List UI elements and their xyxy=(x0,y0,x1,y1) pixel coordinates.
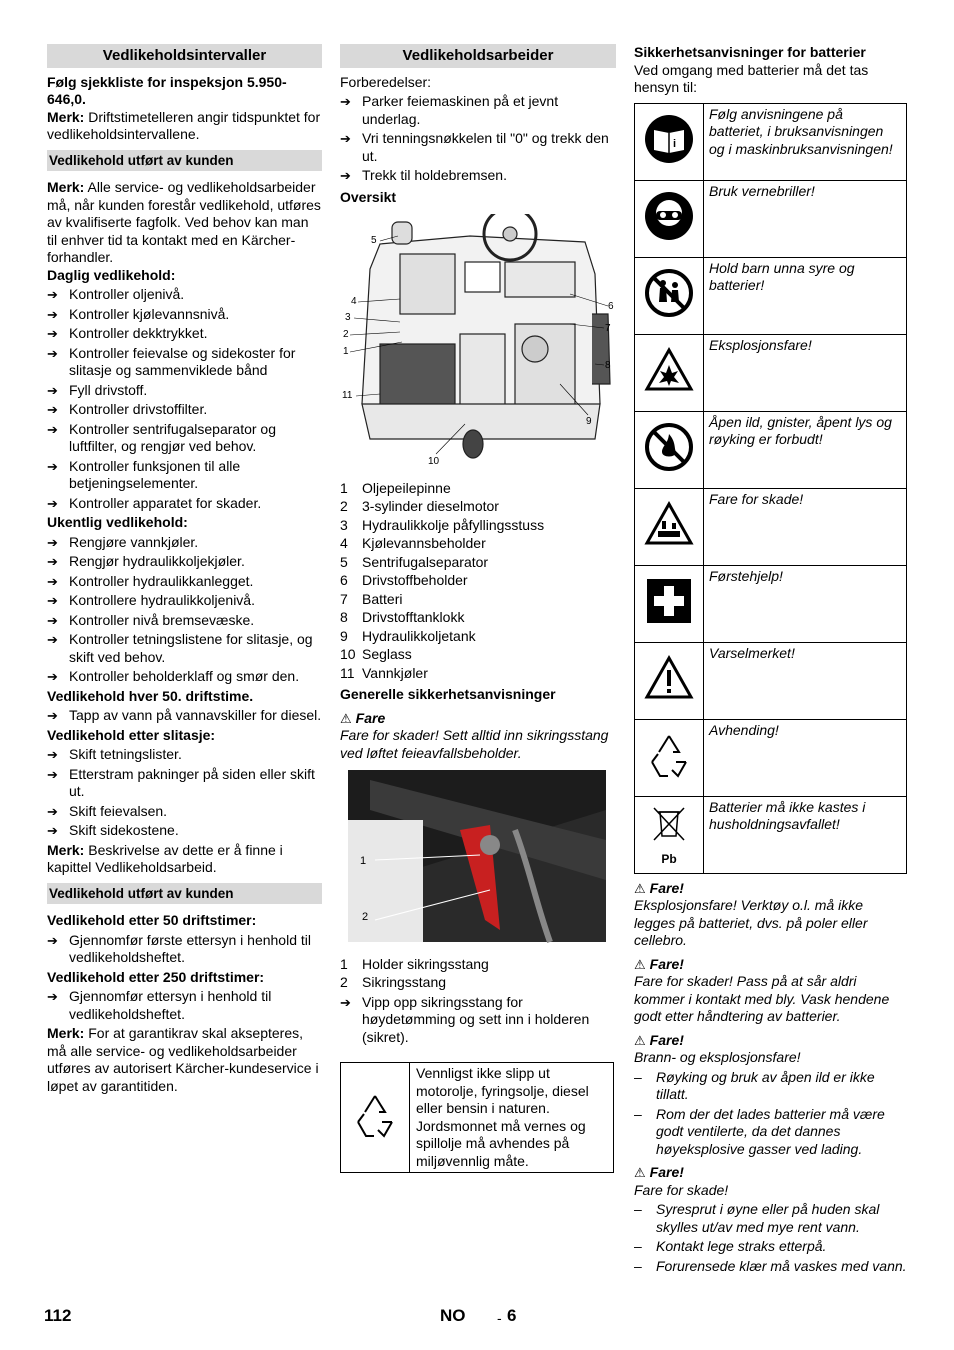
machine-overview-figure xyxy=(340,214,616,474)
symbol-text: Eksplosjonsfare! xyxy=(704,334,907,411)
danger-text: Fare for skade! xyxy=(634,1181,729,1198)
environment-text: Vennligst ikke slipp ut motorolje, fyringsolje, diesel eller bensin i naturen. Jordsmonnet må vernes og spillolje må avhendes på miljøvennlig måte. xyxy=(410,1063,614,1173)
symbol-text: Åpen ild, gnister, åpent lys og røyking er forbudt! xyxy=(704,411,907,488)
list-item: 10 Seglass xyxy=(340,646,412,662)
list-item: 3 Hydraulikkolje påfyllingsstuss xyxy=(340,516,545,533)
note-text: Alle service- og vedlikeholdsarbeider må, når kunden forestår vedlikehold, utføres av kvalifiserte fagfolk. Ved behov kan man til enhver tid ta kontakt med en Kärcher-forhandler. xyxy=(47,179,321,265)
safety-rod-figure xyxy=(340,770,616,945)
list-item: 6 Drivstoffbeholder xyxy=(340,572,468,588)
list-item: 1 Oljepeilepinne xyxy=(340,479,451,496)
prep-title: Forberedelser: xyxy=(340,73,432,90)
list-item: ➔ Kontroller hydraulikkanlegget. xyxy=(47,573,322,591)
symbol-text: Følg anvisningene på batteriet, i bruksanvisningen og i maskinbruksanvisningen! xyxy=(704,103,907,180)
safety-rod-photo xyxy=(340,770,616,950)
symbol-text: Avhending! xyxy=(704,719,907,796)
danger-label: ⚠ Fare! xyxy=(634,879,684,896)
danger-text: Eksplosjonsfare! Verktøy o.l. må ikke legges på batteriet, dvs. på poler eller cellebro. xyxy=(634,897,868,948)
list-item: 2 Sikringsstang xyxy=(340,974,447,990)
note xyxy=(47,109,322,144)
list-item: 8 Drivstofftanklokk xyxy=(340,609,465,625)
checklist-reference: Følg sjekkliste for inspeksjon 5.950-646,0. xyxy=(47,73,287,107)
environment-notice xyxy=(340,1062,614,1173)
note xyxy=(47,179,322,267)
list-item: ➔ Kontroller beholderklaff og smør den. xyxy=(47,668,322,686)
list-item: ➔ Kontroller apparatet for skader. xyxy=(47,495,322,513)
list-item: ➔ Skift tetningslister. xyxy=(47,746,322,764)
pb-label: Pb xyxy=(661,851,677,866)
list-item: ➔ Rengjøre vannkjøler. xyxy=(47,534,322,552)
danger-text: Brann- og eksplosjonsfare! xyxy=(634,1049,801,1065)
warning-triangle-icon: ⚠ xyxy=(634,956,646,972)
list-title: Daglig vedlikehold: xyxy=(47,266,176,283)
list-item: ➔ Vipp opp sikringsstang for høydetømming og sett inn i holderen (sikret). xyxy=(340,994,616,1047)
list-item: 11 Vannkjøler xyxy=(340,664,428,681)
list-title: Vedlikehold etter slitasje: xyxy=(47,726,216,743)
note xyxy=(47,842,322,877)
callout-label: 2 xyxy=(343,329,349,340)
list-item: ➔ Kontroller nivå bremsevæske. xyxy=(47,612,322,630)
list-title: Vedlikehold etter 250 driftstimer: xyxy=(47,968,265,985)
list-item: ➔ Tapp av vann på vannavskiller for diesel. xyxy=(47,707,322,725)
wear-list xyxy=(47,746,322,840)
symbol-text: Batterier må ikke kastes i husholdningsavfallet! xyxy=(704,796,907,873)
danger-text: Fare for skader! Pass på at sår aldri kommer i kontakt med bly. Vask hendene godt etter håndtering av batterier. xyxy=(634,973,890,1024)
list-item: – Forurensede klær må vaskes med vann. xyxy=(634,1258,907,1276)
danger-label: ⚠ Fare! xyxy=(634,1164,684,1180)
callout-label: 7 xyxy=(605,323,611,334)
explosion-icon xyxy=(635,334,704,411)
safety-title: Generelle sikkerhetsanvisninger xyxy=(340,686,556,702)
list-item: 7 Batteri xyxy=(340,590,403,607)
section-header: Vedlikeholdsintervaller xyxy=(47,44,322,68)
list-title: Vedlikehold etter 50 driftstimer: xyxy=(47,912,257,928)
battery-intro: Ved omgang med batterier må det tas hensyn til: xyxy=(634,61,869,95)
list-item: ➔ Kontroller feievalse og sidekoster for slitasje og sammenviklede bånd xyxy=(47,345,322,380)
note-text: Driftstimetelleren angir tidspunktet for vedlikeholdsintervallene. xyxy=(47,108,321,142)
note-label: Merk: xyxy=(47,1025,85,1041)
no-bin-icon xyxy=(635,796,704,873)
list-item: ➔ Kontroller dekktrykket. xyxy=(47,325,322,343)
machine-diagram xyxy=(340,214,616,469)
symbol-text: Varselmerket! xyxy=(704,642,907,719)
danger-label: ⚠ Fare! xyxy=(634,955,684,972)
callout-label: 5 xyxy=(371,235,377,246)
list-item: – Rom der det lades batterier må være godt ventilerte, da det dannes høyeksplosive gasser ved lading. xyxy=(634,1106,907,1159)
danger-label: ⚠ Fare xyxy=(340,709,386,726)
battery-title: Sikkerhetsanvisninger for batterier xyxy=(634,44,866,60)
symbol-text: Bruk vernebriller! xyxy=(704,180,907,257)
note-label: Merk: xyxy=(47,108,85,125)
column-maintenance-work xyxy=(340,44,616,1173)
column-battery-safety xyxy=(634,44,907,1277)
section-header: Vedlikeholdsarbeider xyxy=(340,44,616,68)
list-item: – Syresprut i øyne eller på huden skal skylles ut/av med mye rent vann. xyxy=(634,1201,907,1236)
list-item: 4 Kjølevannsbeholder xyxy=(340,535,486,551)
footer-separator: - xyxy=(497,1310,502,1326)
danger-text: Fare for skader! Sett alltid inn sikringsstang ved løftet feieavfallsbeholder. xyxy=(340,727,609,761)
list-title: Ukentlig vedlikehold: xyxy=(47,514,188,530)
list-item: ➔ Gjennomfør ettersyn i henhold til vedlikeholdsheftet. xyxy=(47,988,322,1023)
recycle-icon xyxy=(635,719,704,796)
callout-label: 11 xyxy=(342,390,353,401)
no-fire-icon xyxy=(635,411,704,488)
list-item: ➔ Skift sidekostene. xyxy=(47,822,322,840)
section-page-number: 6 xyxy=(507,1306,517,1325)
list-item: ➔ Kontrollere hydraulikkoljenivå. xyxy=(47,592,322,610)
list-item: ➔ Kontroller sentrifugalseparator og luftfilter, og rengjør ved behov. xyxy=(47,421,322,456)
list-item: ➔ Kontroller funksjonen til alle betjeningselementer. xyxy=(47,458,322,493)
daily-list xyxy=(47,286,322,512)
svg-text:i: i xyxy=(673,138,677,151)
page-number: 112 xyxy=(44,1306,72,1325)
weekly-list xyxy=(47,534,322,686)
list-item: ➔ Kontroller tetningslistene for slitasje, og skift ved behov. xyxy=(47,631,322,666)
warning-triangle-icon: ⚠ xyxy=(634,880,646,896)
column-maintenance-intervals xyxy=(47,44,322,1095)
note-text: For at garantikrav skal aksepteres, må alle service- og vedlikeholdsarbeider utføres av autorisert Kärcher-kundeservice i løpet av garantitiden. xyxy=(47,1025,319,1094)
list-item: ➔ Rengjør hydraulikkoljekjøler. xyxy=(47,553,322,571)
callout-label: 6 xyxy=(608,301,614,312)
warning-triangle-icon: ⚠ xyxy=(340,710,352,726)
note xyxy=(47,1025,322,1095)
warning-triangle-icon: ⚠ xyxy=(634,1165,646,1180)
list-item: ➔ Skift feievalsen. xyxy=(47,803,322,821)
list-item: ➔ Parker feiemaskinen på et jevnt underlag. xyxy=(340,93,616,128)
list-item: ➔ Kontroller oljenivå. xyxy=(47,286,322,304)
callout-label: 10 xyxy=(428,456,440,467)
language-code: NO xyxy=(440,1306,466,1325)
symbol-text: Førstehjelp! xyxy=(704,565,907,642)
callout-label: 1 xyxy=(343,346,349,357)
recycle-icon xyxy=(341,1063,410,1173)
note-label: Merk: xyxy=(47,179,85,195)
callout-label: 4 xyxy=(351,296,357,307)
list-item: 9 Hydraulikkoljetank xyxy=(340,627,476,644)
list-item: 5 Sentrifugalseparator xyxy=(340,553,489,570)
callout-label: 9 xyxy=(586,416,592,427)
list-item: ➔ Etterstram pakninger på siden eller skift ut. xyxy=(47,766,322,801)
list-item: 2 3-sylinder dieselmotor xyxy=(340,498,499,514)
goggles-icon xyxy=(635,180,704,257)
list-item: ➔ Kontroller drivstoffilter. xyxy=(47,401,322,419)
callout-label: 8 xyxy=(605,360,611,371)
callout-label: 2 xyxy=(362,911,369,923)
list-item: ➔ Fyll drivstoff. xyxy=(47,382,322,400)
list-title: Vedlikehold hver 50. driftstime. xyxy=(47,687,254,704)
list-item: ➔ Vri tenningsnøkkelen til "0" og trekk den ut. xyxy=(340,130,616,165)
parts-list xyxy=(340,480,616,683)
symbol-text: Hold barn unna syre og batterier! xyxy=(704,257,907,334)
subsection-header: Vedlikehold utført av kunden xyxy=(47,150,322,172)
callout-label: 1 xyxy=(360,855,367,867)
warning-icon xyxy=(635,642,704,719)
danger-label: ⚠ Fare! xyxy=(634,1031,684,1048)
list-item: ➔ Kontroller kjølevannsnivå. xyxy=(47,306,322,324)
note-label: Merk: xyxy=(47,841,85,858)
battery-symbol-table xyxy=(634,103,907,874)
corrosive-icon xyxy=(635,488,704,565)
overview-title: Oversikt xyxy=(340,188,397,205)
subsection-header: Vedlikehold utført av kunden xyxy=(47,883,322,905)
list-item: – Røyking og bruk av åpen ild er ikke tillatt. xyxy=(634,1069,907,1104)
list-item: ➔ Trekk til holdebremsen. xyxy=(340,167,616,185)
note-text: Beskrivelse av dette er å finne i kapittel Vedlikeholdsarbeid. xyxy=(47,841,283,875)
first-aid-icon xyxy=(635,565,704,642)
no-children-icon xyxy=(635,257,704,334)
list-item: – Kontakt lege straks etterpå. xyxy=(634,1238,907,1256)
warning-triangle-icon: ⚠ xyxy=(634,1032,646,1048)
list-item: 1 Holder sikringsstang xyxy=(340,955,489,972)
callout-label: 3 xyxy=(345,312,351,323)
list-item: ➔ Gjennomfør første ettersyn i henhold til vedlikeholdsheftet. xyxy=(47,932,322,967)
manual-icon xyxy=(635,103,704,180)
symbol-text: Fare for skade! xyxy=(704,488,907,565)
